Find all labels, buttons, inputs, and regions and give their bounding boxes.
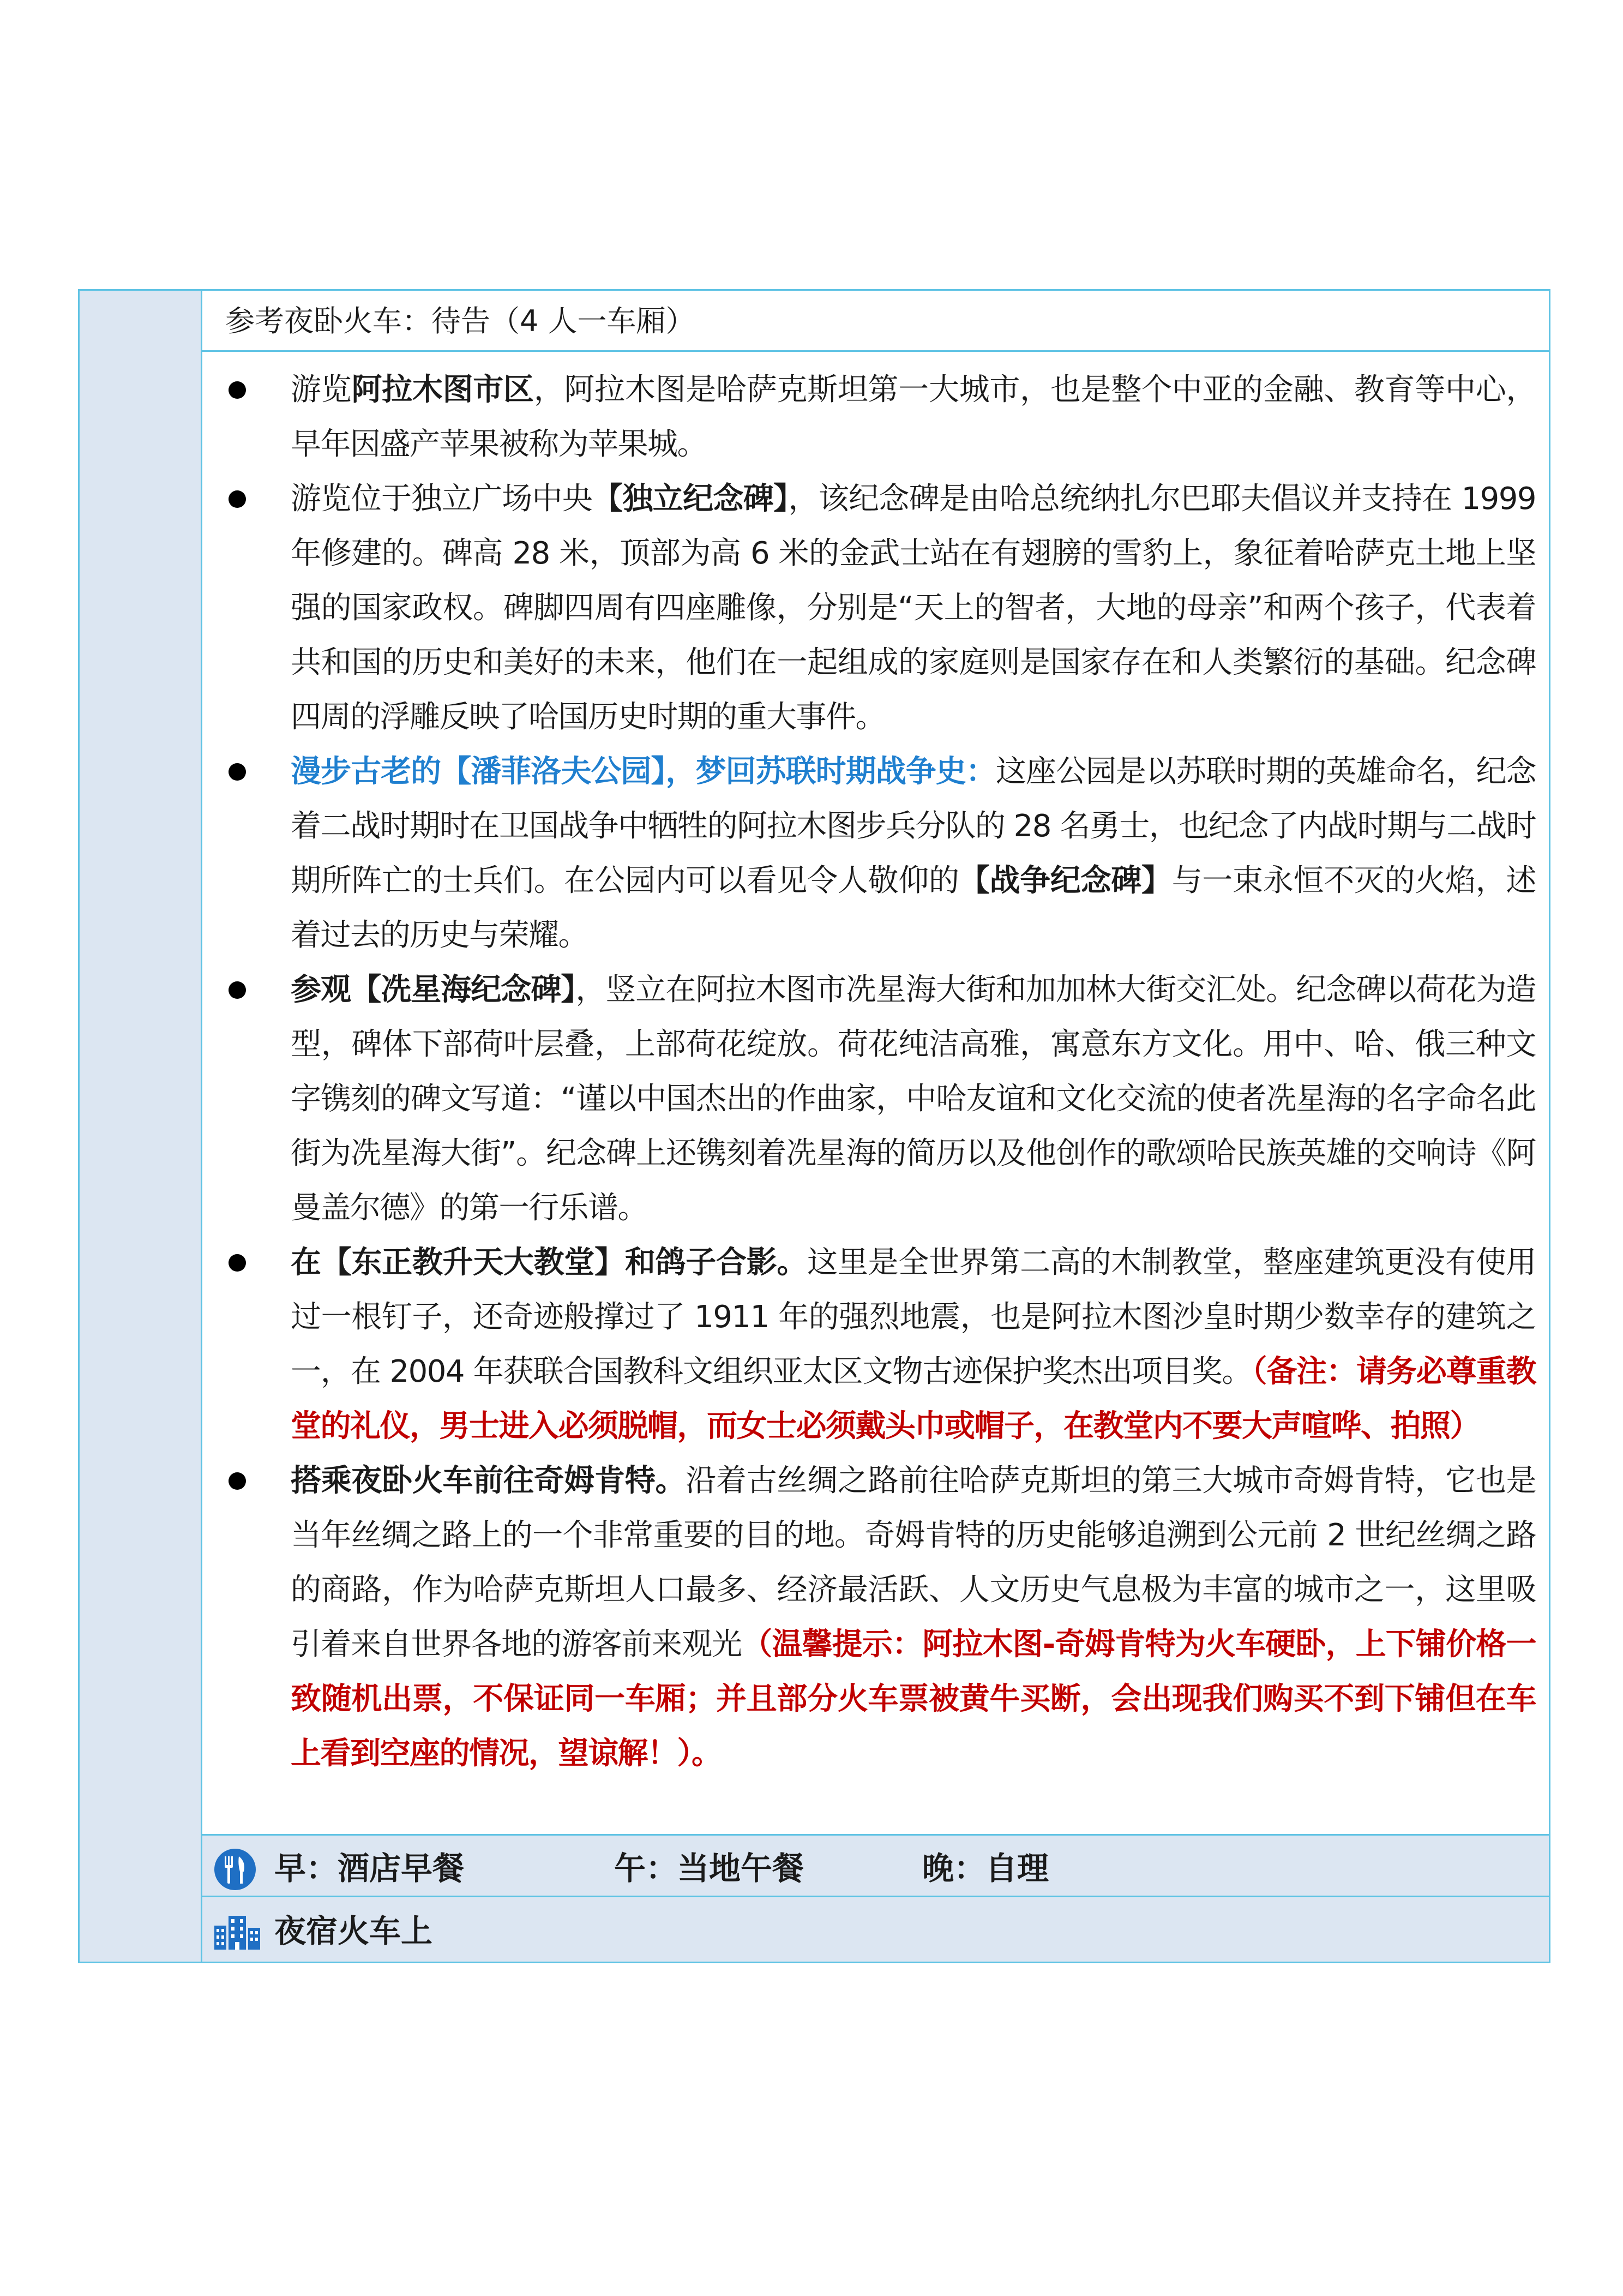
item-text-segment: 阿拉木图市区 — [351, 372, 534, 407]
itinerary-list — [218, 363, 1536, 1781]
list-item — [218, 363, 1536, 472]
item-text-segment: （温馨提示：阿拉木图-奇姆肯特为火车硬卧，上下铺价格一致随机出票，不保证同一车厢；并且部分火车票被黄牛买断，会出现我们购买不到下铺但在车上看到空座的情况，望谅解！）。 — [291, 1627, 1536, 1771]
breakfast-label: 早：酒店早餐 — [274, 1850, 465, 1887]
stay-label: 夜宿火车上 — [274, 1913, 433, 1950]
list-item — [218, 963, 1536, 1236]
train-info: 参考夜卧火车：待告（4 人一车厢） — [225, 304, 695, 338]
item-text-segment: 这座公园是以苏联时期的英雄命名，纪念着二战时期时在卫国战争中牺牲的阿拉木图步兵分队的 28 名勇士，也纪念了内战时期与二战时期所阵亡的士兵们。在公园内可以看见令人敬仰的 — [291, 754, 1536, 898]
fork-knife-icon — [213, 1848, 257, 1891]
stay-row — [202, 1897, 1549, 1962]
item-text-segment: 游览 — [291, 372, 352, 407]
item-text-segment: （备注：请务必尊重教堂的礼仪，男士进入必须脱帽，而女士必须戴头巾或帽子，在教堂内不要大声喧哗、拍照） — [291, 1354, 1536, 1444]
item-text-segment: ，竖立在阿拉木图市冼星海大街和加加林大街交汇处。纪念碑以荷花为造型，碑体下部荷叶层叠，上部荷花绽放。荷花纯洁高雅，寓意东方文化。用中、哈、俄三种文字镌刻的碑文写道：“谨以中国杰出的作曲家，中哈友谊和文化交流的使者冼星海的名字命名此街为冼星海大街”。纪念碑上还镌刻着冼星海的简历以及他创作的歌颂哈民族英雄的交响诗《阿曼盖尔德》的第一行乐谱。 — [291, 972, 1536, 1226]
bullet-icon — [229, 490, 246, 508]
bullet-icon — [229, 763, 246, 781]
train-row — [202, 291, 1549, 352]
item-text-segment: 参观【冼星海纪念碑】 — [291, 972, 576, 1008]
lunch-label: 午：当地午餐 — [614, 1850, 804, 1887]
bullet-icon — [229, 981, 246, 999]
day-column — [80, 291, 202, 1962]
list-item — [218, 472, 1536, 745]
item-text-segment: 漫步古老的【潘菲洛夫公园】，梦回苏联时期战争史： — [291, 754, 996, 789]
meal-row — [202, 1834, 1549, 1897]
list-item — [218, 1236, 1536, 1454]
list-item — [218, 745, 1536, 963]
list-item — [218, 1454, 1536, 1781]
bullet-icon — [229, 1254, 246, 1272]
dinner-label: 晚：自理 — [922, 1850, 1049, 1887]
item-text-segment: ，阿拉木图是哈萨克斯坦第一大城市，也是整个中亚的金融、教育等中心，早年因盛产苹果被称为苹果城。 — [291, 372, 1536, 462]
item-text-segment: 【独立纪念碑】 — [592, 481, 789, 517]
item-text-segment: 搭乘夜卧火车前往奇姆肯特。 — [291, 1463, 686, 1498]
item-text-segment: 这里是全世界第二高的木制教堂，整座建筑更没有使用过一根钉子，还奇迹般撑过了 1911 年的强烈地震，也是阿拉木图沙皇时期少数幸存的建筑之一，在 2004 年获联合国教科文组织亚太区文物古迹保护奖杰出项目奖。 — [291, 1245, 1536, 1389]
bullet-icon — [229, 1472, 246, 1490]
item-text-segment: 与一束永恒不灭的火焰，述着过去的历史与荣耀。 — [291, 863, 1536, 953]
itinerary-content — [202, 352, 1549, 1857]
item-text-segment: 沿着古丝绸之路前往哈萨克斯坦的第三大城市奇姆肯特，它也是当年丝绸之路上的一个非常重要的目的地。奇姆肯特的历史能够追溯到公元前 2 世纪丝绸之路的商路，作为哈萨克斯坦人口最多、经济最活跃、人文历史气息极为丰富的城市之一，这里吸引着来自世界各地的游客前来观光 — [291, 1463, 1536, 1662]
bullet-icon — [229, 381, 246, 399]
item-text-segment: ，该纪念碑是由哈总统纳扎尔巴耶夫倡议并支持在 1999 年修建的。碑高 28 米，顶部为高 6 米的金武士站在有翅膀的雪豹上，象征着哈萨克土地上坚强的国家政权。碑脚四周有四座雕像，分别是“天上的智者，大地的母亲”和两个孩子，代表着共和国的历史和美好的未来，他们在一起组成的家庭则是国家存在和人类繁衍的基础。纪念碑四周的浮雕反映了哈国历史时期的重大事件。 — [291, 481, 1536, 735]
hotel-building-icon — [213, 1911, 261, 1951]
item-text-segment: 【战争纪念碑】 — [959, 863, 1172, 898]
item-text-segment: 在【东正教升天大教堂】和鸽子合影。 — [291, 1245, 808, 1280]
itinerary-table — [78, 289, 1550, 1963]
item-text-segment: 游览位于独立广场中央 — [291, 481, 593, 517]
